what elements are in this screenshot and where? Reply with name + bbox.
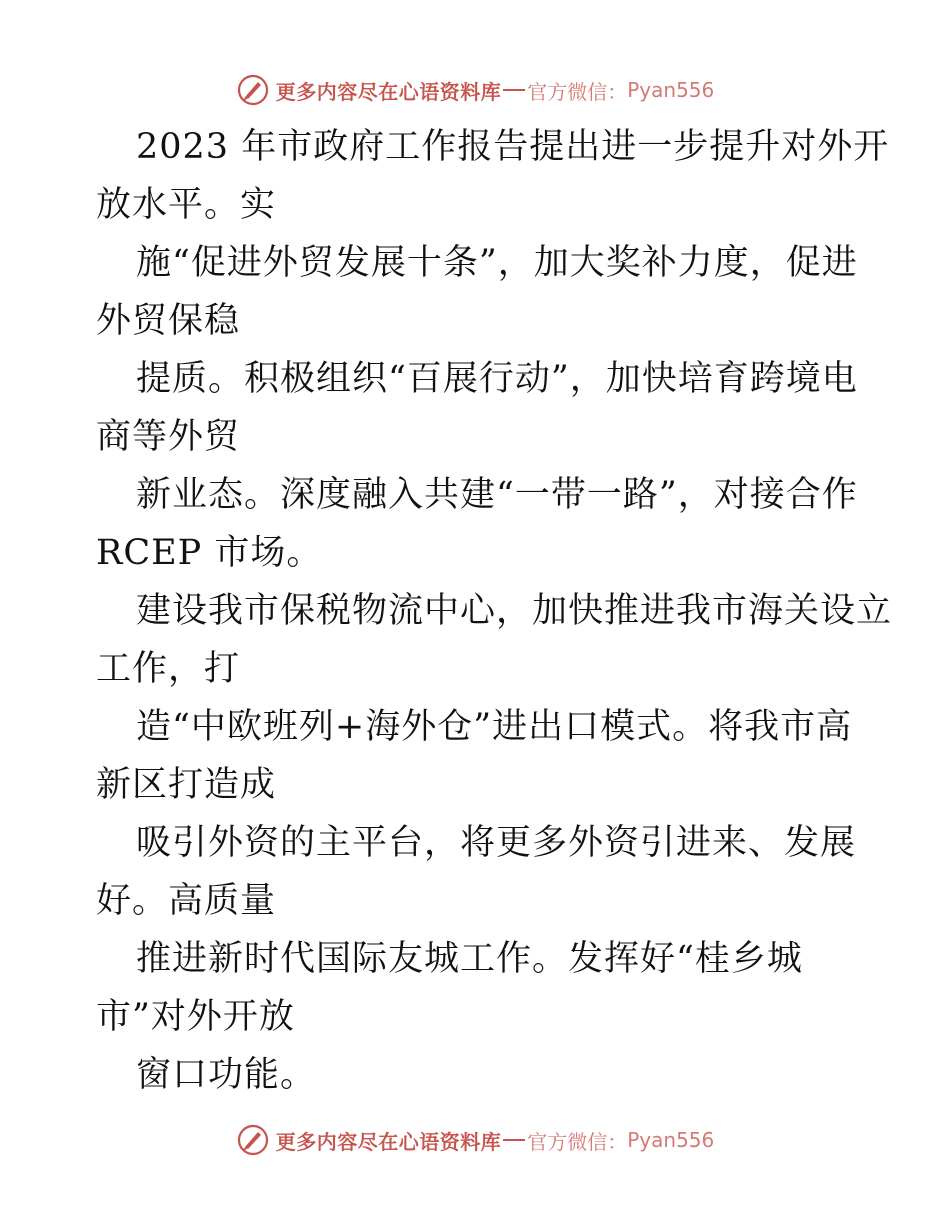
text-line: 施“促进外贸发展十条”，加大奖补力度，促进 [136, 243, 858, 283]
watermark-sub-text: 官方微信： [527, 79, 628, 104]
text-line: 好。高质量 [96, 881, 277, 921]
watermark-dash [503, 89, 525, 91]
text-line: 造“中欧班列+海外仓”进出口模式。将我市高 [136, 707, 853, 747]
text-line: 提质。积极组织“百展行动”，加快培育跨境电 [136, 359, 858, 399]
watermark-handle: Pyan556 [627, 1128, 715, 1152]
text-line: 新区打造成 [96, 765, 277, 805]
text-line: 窗口功能。 [136, 1055, 317, 1095]
quill-seal-icon [236, 73, 270, 107]
watermark-main-text: 更多内容尽在心语资料库 [275, 1129, 502, 1154]
quill-seal-icon [236, 1123, 270, 1157]
text-line: 2023 年市政府工作报告提出进一步提升对外开 [136, 127, 890, 167]
text-line: 新业态。深度融入共建“一带一路”，对接合作 [136, 475, 858, 515]
watermark-main-text: 更多内容尽在心语资料库 [275, 79, 502, 104]
watermark-sub-text: 官方微信： [527, 1129, 628, 1154]
text-line: 推进新时代国际友城工作。发挥好“桂乡城 [136, 939, 803, 979]
text-line: 放水平。实 [96, 185, 277, 225]
text-line: 工作，打 [96, 649, 241, 689]
footer-watermark [0, 1120, 950, 1160]
text-line: 商等外贸 [96, 417, 241, 457]
text-line: 外贸保稳 [96, 301, 241, 341]
header-watermark [0, 70, 950, 110]
text-line: 市”对外开放 [96, 997, 295, 1037]
text-line: 建设我市保税物流中心，加快推进我市海关设立 [136, 591, 893, 631]
text-line: 吸引外资的主平台，将更多外资引进来、发展 [136, 823, 857, 863]
watermark-handle: Pyan556 [627, 78, 715, 102]
watermark-dash [503, 1139, 525, 1141]
text-line: RCEP 市场。 [96, 533, 323, 573]
document-body [96, 118, 893, 1104]
